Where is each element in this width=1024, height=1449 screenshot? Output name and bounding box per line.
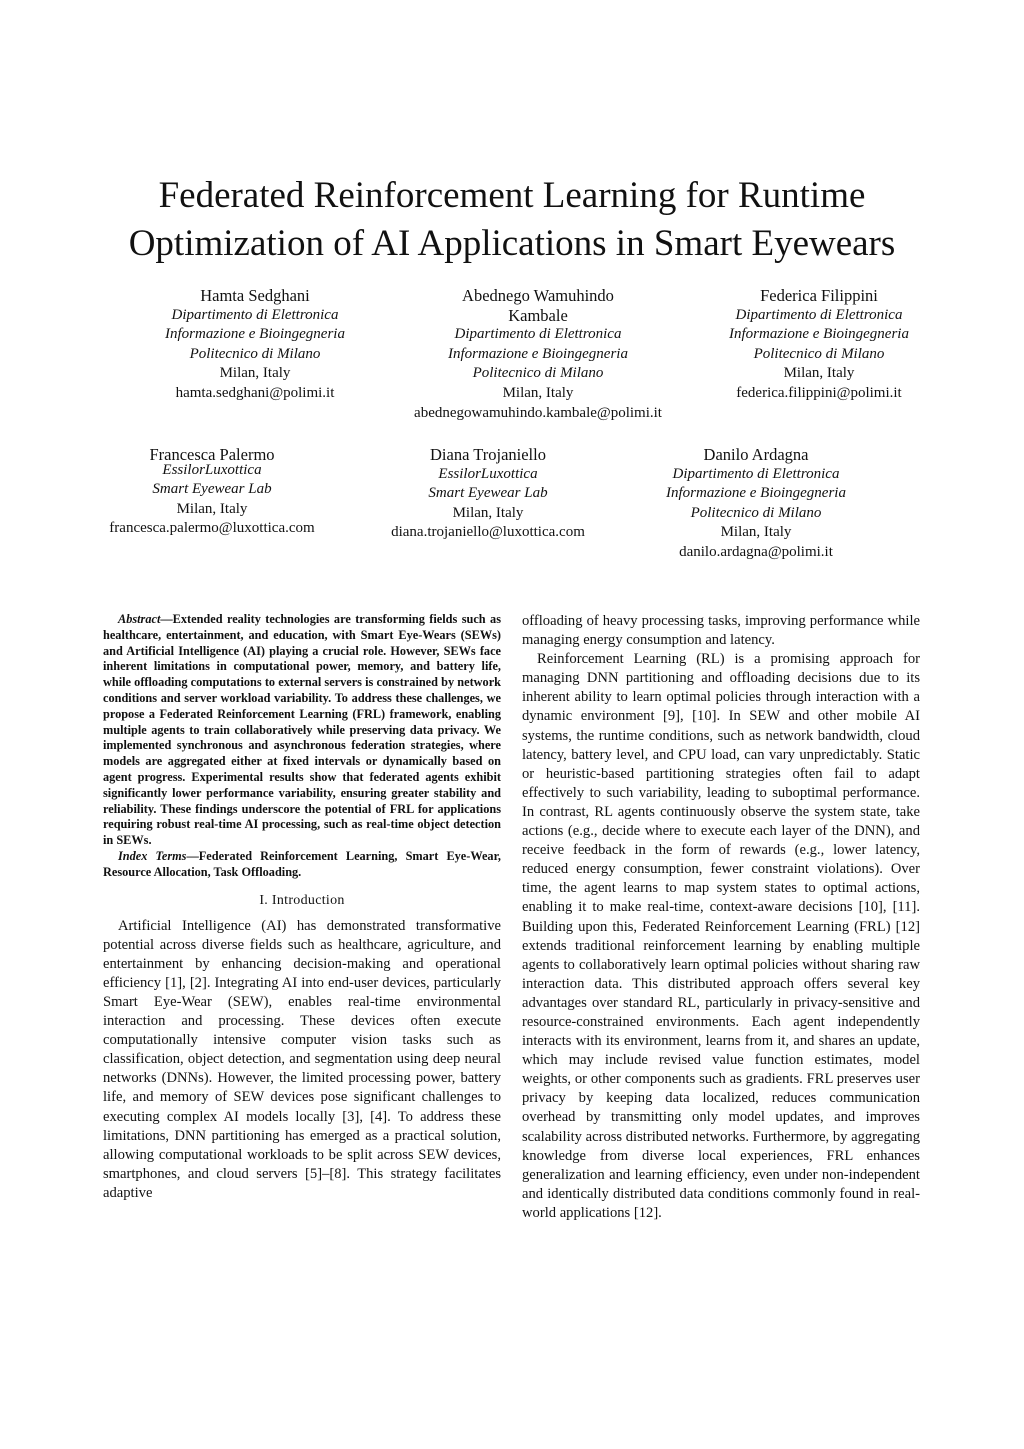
author-city: Milan, Italy bbox=[783, 365, 855, 382]
author-city: Milan, Italy bbox=[452, 504, 524, 521]
affiliation-line: Politecnico di Milano bbox=[472, 365, 604, 382]
affiliation-line: Dipartimento di Elettronica bbox=[454, 326, 622, 343]
affiliation-line: Informazione e Bioingegneria bbox=[448, 345, 628, 362]
author-block-ardagna bbox=[636, 445, 876, 563]
author-name: Hamta Sedghani bbox=[200, 286, 310, 305]
intro-paragraph-2: Reinforcement Learning (RL) is a promising approach for managing DNN partitioning and offloading decisions due to its inherent ability to learn optimal policies through interaction with a dynamic environment [9], [10]. In SEW and other mobile AI systems, the runtime conditions, such as network bandwidth, cloud latency, battery level, and CPU load, can vary unpredictably. Static or heuristic-based partitioning strategies often fail to adapt effectively to such variability, leading to suboptimal performance. In contrast, RL agents continuously observe the system state, take actions (e.g., decide where to execute each layer of the DNN), and receive feedback in the form of rewards (e.g., lower latency, reduced energy consumption, fewer constraint violations). Over time, the agent learns to map system states to optimal actions, enabling it to make real-time, context-aware decisions [10], [11]. Building upon this, Federated Reinforcement Learning (FRL) [12] extends traditional reinforcement learning by enabling multiple agents to collaboratively learn optimal policies without sharing raw interaction data. This distributed approach offers several key advantages over standard RL, particularly in privacy-sensitive and resource-constrained environments. Each agent independently interacts with its environment, learns from it, and shares an update, which may include revised value function estimates, model weights, or other components such as gradients. FRL preserves user privacy by keeping data localized, reduces communication overhead by transmitting only model updates, and improves scalability across distributed networks. Furthermore, by aggregating knowledge from diverse local experiences, FRL enhances generalization and learning efficiency, even under non-independent and identically distributed data conditions commonly found in real-world applications [12]. bbox=[522, 651, 920, 1221]
index-terms-text: —Federated Reinforcement Learning, Smart Eye-Wear, Resource Allocation, Task Offloading. bbox=[103, 848, 501, 879]
affiliation-line: Politecnico di Milano bbox=[690, 504, 822, 521]
author-email: hamta.sedghani@polimi.it bbox=[175, 384, 335, 401]
affiliation-line: Smart Eyewear Lab bbox=[152, 481, 272, 498]
affiliation-line: EssilorLuxottica bbox=[438, 465, 538, 482]
section-heading: I. Introduction bbox=[259, 892, 345, 908]
author-email: francesca.palermo@luxottica.com bbox=[109, 520, 315, 537]
right-column bbox=[522, 612, 920, 1223]
paper-title bbox=[40, 172, 984, 268]
author-block-trojaniello bbox=[373, 445, 603, 543]
abstract-label: Abstract bbox=[118, 612, 161, 626]
abstract-text: —Extended reality technologies are transforming fields such as healthcare, entertainment, and education, with Smart Eye-Wears (SEWs) and Artificial Intelligence (AI) playing a crucial role. However, SEWs face inherent limitations in computational power, memory, and battery life, while offloading computations to external servers is constrained by network conditions and server workload variability. To address these challenges, we propose a Federated Reinforcement Learning (FRL) framework, enabling multiple agents to train collaboratively while preserving data privacy. We implemented synchronous and asynchronous federation strategies, where models are aggregated either at fixed intervals or dynamically based on agent progress. Experimental results show that federated agents exhibit significantly lower performance variability, ensuring greater stability and reliability. These findings underscore the potential of FRL for applications requiring robust real-time AI processing, such as real-time object detection in SEWs. bbox=[103, 612, 501, 848]
author-email: abednegowamuhindo.kambale@polimi.it bbox=[414, 404, 662, 421]
affiliation-line: Informazione e Bioingegneria bbox=[729, 326, 909, 343]
author-name: Danilo Ardagna bbox=[703, 445, 809, 464]
affiliation-line: EssilorLuxottica bbox=[162, 461, 262, 478]
author-name: Abednego Wamuhindo bbox=[462, 286, 614, 305]
affiliation-line: Dipartimento di Elettronica bbox=[735, 306, 903, 323]
title-line-2: Optimization of AI Applications in Smart Eyewears bbox=[128, 223, 896, 264]
affiliation-line: Informazione e Bioingegneria bbox=[666, 485, 846, 502]
affiliation-line: Politecnico di Milano bbox=[189, 345, 321, 362]
author-block-kambale bbox=[393, 286, 683, 423]
affiliation-line: Politecnico di Milano bbox=[753, 345, 885, 362]
author-block-palermo bbox=[92, 445, 332, 539]
affiliation-line: Dipartimento di Elettronica bbox=[672, 465, 840, 482]
affiliation-line: Dipartimento di Elettronica bbox=[171, 306, 339, 323]
author-email: federica.filippini@polimi.it bbox=[736, 384, 902, 401]
abstract bbox=[103, 612, 501, 849]
affiliation-line: Informazione e Bioingegneria bbox=[165, 326, 345, 343]
author-email: danilo.ardagna@polimi.it bbox=[679, 543, 833, 560]
author-email: diana.trojaniello@luxottica.com bbox=[391, 524, 585, 541]
author-name: Diana Trojaniello bbox=[430, 445, 546, 464]
index-terms bbox=[103, 849, 501, 881]
author-block-sedghani bbox=[130, 286, 380, 404]
author-name: Federica Filippini bbox=[760, 286, 878, 305]
intro-paragraph-1-continued: offloading of heavy processing tasks, improving performance while managing energy consumption and latency. bbox=[522, 613, 920, 649]
author-city: Milan, Italy bbox=[176, 500, 248, 517]
author-city: Milan, Italy bbox=[720, 524, 792, 541]
author-city: Milan, Italy bbox=[219, 365, 291, 382]
intro-paragraph-1: Artificial Intelligence (AI) has demonstrated transformative potential across diverse fields such as healthcare, agriculture, and entertainment by enhancing decision-making and operational efficiency [1], [2]. Integrating AI into end-user devices, particularly Smart Eye-Wear (SEW), enables real-time environmental interaction and processing. These devices often execute computationally intensive computer vision tasks such as classification, object detection, and segmentation using deep neural networks (DNNs). However, the limited processing power, battery life, and memory of SEW devices pose significant challenges to executing complex AI models locally [3], [4]. To address these limitations, DNN partitioning has emerged as a practical solution, allowing computational workloads to be split across SEW devices, smartphones, and cloud servers [5]–[8]. This strategy facilitates adaptive bbox=[103, 917, 501, 1201]
author-city: Milan, Italy bbox=[502, 384, 574, 401]
affiliation-line: Smart Eyewear Lab bbox=[428, 485, 548, 502]
left-column bbox=[103, 612, 501, 1203]
index-terms-label: Index Terms bbox=[118, 848, 187, 863]
author-block-filippini bbox=[694, 286, 944, 404]
author-name: Kambale bbox=[508, 305, 568, 325]
title-line-1: Federated Reinforcement Learning for Runtime bbox=[158, 175, 866, 216]
author-name: Francesca Palermo bbox=[149, 445, 275, 464]
